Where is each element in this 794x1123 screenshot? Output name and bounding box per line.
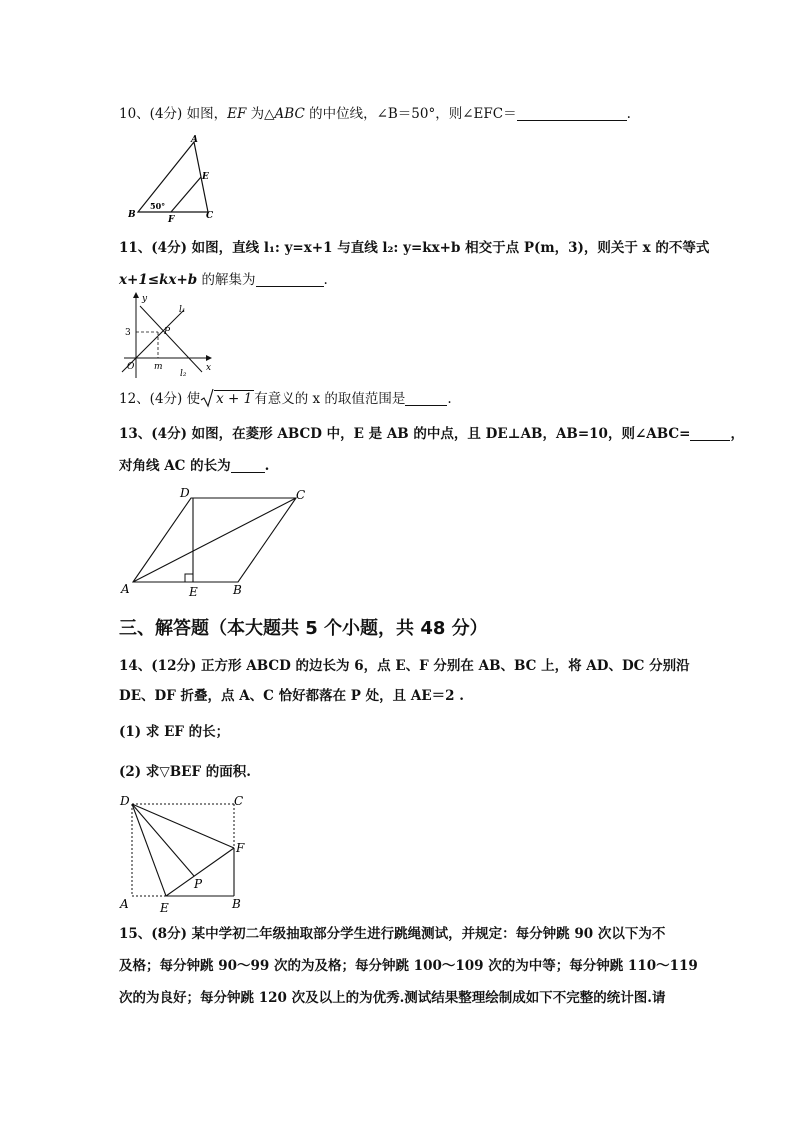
answer-blank (231, 458, 265, 473)
q10-label-a: A (191, 135, 198, 145)
q11-graph-figure (120, 290, 215, 380)
q13-line2: 对角线 AC 的长为 . (119, 458, 270, 474)
q13-label-c: C (296, 488, 306, 502)
q10-label-e: E (202, 172, 209, 182)
q13-label-d: D (180, 486, 190, 500)
q11-line2: x+1≤kx+b 的解集为 . (119, 272, 328, 288)
q11-line1: 11、(4分) 如图，直线 l₁: y=x+1 与直线 l₂: y=kx+b 相交于点 P(m，3)，则关于 x 的不等式 (119, 240, 710, 256)
answer-blank (517, 106, 627, 121)
q10-label-c: C (206, 211, 214, 221)
q14-label-a: A (120, 897, 129, 911)
q15-line2: 及格；每分钟跳 90～99 次的为及格；每分钟跳 100～109 次的为中等；每分钟跳 110～119 (119, 958, 698, 974)
q14-label-f: F (236, 841, 245, 855)
q14-label-p: P (194, 877, 203, 891)
answer-blank (690, 426, 730, 441)
q10-text: 10、(4分) 如图，EF 为△ABC 的中位线，∠B＝50°，则∠EFC＝ . (119, 106, 631, 122)
q13-label-a: A (121, 582, 130, 596)
answer-blank (405, 391, 447, 406)
q11-origin-label: O (127, 362, 135, 372)
q10-angle-label: 50° (150, 201, 166, 211)
q11-x-label: x (206, 363, 212, 373)
q11-m-label: m (154, 362, 163, 372)
q14-square-figure (118, 792, 258, 916)
section-heading: 三、解答题（本大题共 5 个小题，共 48 分） (119, 618, 488, 639)
q11-three-label: 3 (125, 328, 131, 338)
sqrt-sign-icon (200, 388, 214, 408)
q15-line3: 次的为良好；每分钟跳 120 次及以上的为优秀.测试结果整理绘制成如下不完整的统计图.请 (119, 990, 666, 1006)
q10-label-b: B (128, 210, 136, 220)
q13-line1: 13、(4分) 如图，在菱形 ABCD 中，E 是 AB 的中点，且 DE⊥AB，AB=10，则∠ABC= ， (119, 426, 744, 442)
q14-line1: 14、(12分) 正方形 ABCD 的边长为 6，点 E、F 分别在 AB、BC 上，将 AD、DC 分别沿 (119, 658, 690, 674)
q14-sub2: (2) 求▽BEF 的面积. (119, 764, 251, 780)
q11-y-label: y (142, 294, 148, 304)
q11-p-label: P (164, 327, 171, 337)
q10-triangle-figure (128, 134, 218, 224)
q14-label-b: B (232, 897, 241, 911)
q11-l1-label: l₁ (179, 305, 186, 315)
q12-text: 12、(4分) 使 x + 1 有意义的 x 的取值范围是 . (119, 388, 452, 409)
q14-label-d: D (120, 794, 130, 808)
q14-sub1: (1) 求 EF 的长； (119, 724, 230, 740)
q10-label-f: F (168, 215, 175, 224)
q13-rhombus-figure (118, 486, 318, 598)
q12-radicand: x + 1 (216, 391, 253, 407)
q15-line1: 15、(8分) 某中学初二年级抽取部分学生进行跳绳测试，并规定：每分钟跳 90 次以下为不 (119, 926, 666, 942)
q10-number: 10、(4分) (119, 106, 183, 122)
q11-l2-label: l₂ (180, 369, 187, 379)
q14-line2: DE、DF 折叠，点 A、C 恰好都落在 P 处，且 AE＝2 . (119, 688, 464, 704)
q13-label-e: E (189, 585, 198, 598)
q13-label-b: B (233, 583, 242, 597)
q14-label-e: E (160, 901, 169, 915)
answer-blank (256, 272, 324, 287)
q14-label-c: C (234, 794, 244, 808)
